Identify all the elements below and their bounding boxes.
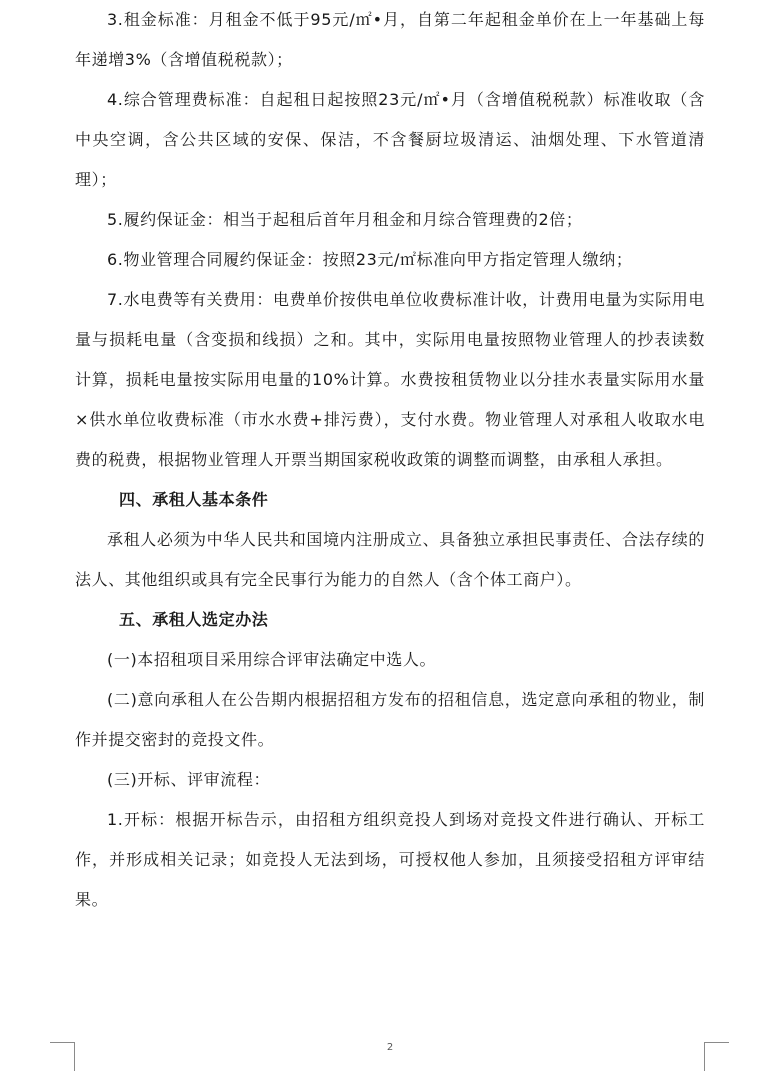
paragraph-selection-item-1: (一)本招租项目采用综合评审法确定中选人。 (107, 650, 437, 669)
paragraph-bid-opening: 1.开标：根据开标告示，由招租方组织竞投人到场对竞投文件进行确认、开标工作，并形成相关记录；如竞投人无法到场，可授权他人参加，且须接受招租方评审结果。 (75, 810, 705, 909)
paragraph-rent-standard: 3.租金标准：月租金不低于95元/㎡•月，自第二年起租金单价在上一年基础上每年递增3%（含增值税税款）； (75, 10, 705, 69)
paragraph-selection-item-3: (三)开标、评审流程： (107, 770, 271, 789)
document-body (75, 0, 705, 920)
paragraph-property-deposit: 6.物业管理合同履约保证金：按照23元/㎡标准向甲方指定管理人缴纳； (107, 250, 633, 269)
paragraph-performance-deposit: 5.履约保证金：相当于起租后首年月租金和月综合管理费的2倍； (107, 210, 583, 229)
paragraph-utility-fees: 7.水电费等有关费用：电费单价按供电单位收费标准计收，计费用电量为实际用电量与损耗电量（含变损和线损）之和。其中，实际用电量按照物业管理人的抄表读数计算，损耗电量按实际用电量的10%计算。水费按租赁物业以分挂水表量实际用水量×供水单位收费标准（市水水费+排污费），支付水费。物业管理人对承租人收取水电费的税费，根据物业管理人开票当期国家税收政策的调整而调整，由承租人承担。 (75, 290, 705, 469)
page-number: 2 (386, 1042, 394, 1053)
paragraph-selection-item-2: (二)意向承租人在公告期内根据招租方发布的招租信息，选定意向承租的物业，制作并提交密封的竞投文件。 (75, 690, 705, 749)
section-heading-lessee-conditions: 四、承租人基本条件 (119, 490, 269, 509)
paragraph-management-fee: 4.综合管理费标准：自起租日起按照23元/㎡•月（含增值税税款）标准收取（含中央空调，含公共区域的安保、保洁，不含餐厨垃圾清运、油烟处理、下水管道清理）； (75, 90, 705, 189)
section-heading-selection-method: 五、承租人选定办法 (119, 610, 269, 629)
paragraph-lessee-conditions: 承租人必须为中华人民共和国境内注册成立、具备独立承担民事责任、合法存续的法人、其他组织或具有完全民事行为能力的自然人（含个体工商户）。 (75, 530, 705, 589)
